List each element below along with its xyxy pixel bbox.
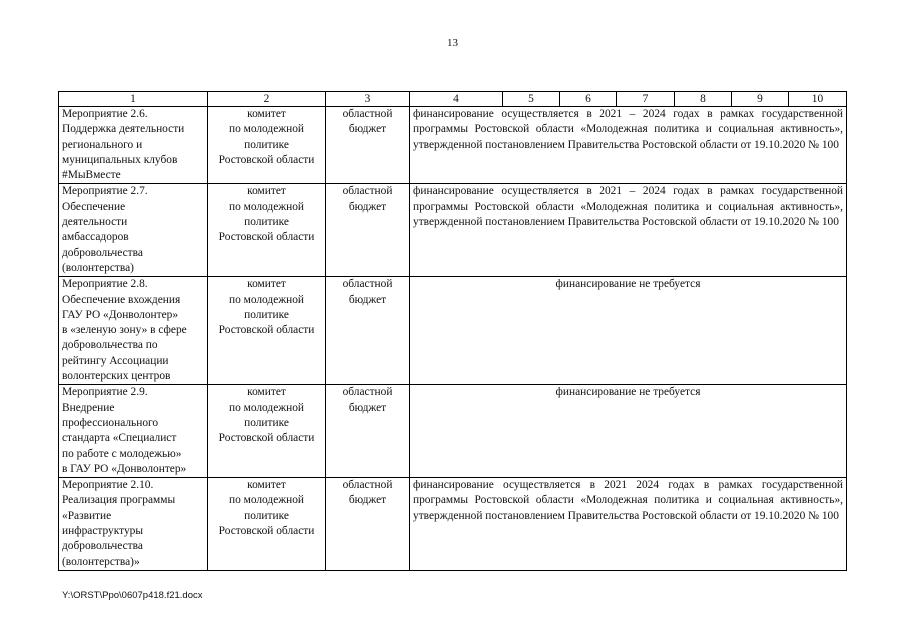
event-line: Мероприятие 2.7. (62, 185, 148, 198)
event-line: ГАУ РО «Донволонтер» (62, 308, 179, 321)
event-line: добровольчества (62, 246, 143, 259)
executor-line: Ростовской области (218, 525, 315, 538)
column-number: 1 (59, 92, 208, 107)
column-number: 3 (326, 92, 410, 107)
event-line: Обеспечение вхождения (62, 293, 181, 306)
column-number: 9 (732, 92, 789, 107)
event-line: рейтингу Ассоциации (62, 354, 169, 367)
event-line: амбассадоров (62, 231, 129, 244)
executor-line: Ростовской области (218, 153, 315, 166)
event-line: #МыВместе (62, 169, 121, 182)
financing-cell: финансирование не требуется (410, 277, 847, 385)
executor-cell (208, 277, 326, 385)
executor-line: по молодежной (228, 401, 305, 414)
column-number: 2 (208, 92, 326, 107)
source-line: областной (342, 386, 393, 399)
financing-cell: финансирование не требуется (410, 385, 847, 478)
column-number: 4 (410, 92, 503, 107)
executor-line: по молодежной (228, 200, 305, 213)
source-line: областной (342, 278, 393, 291)
table-row (59, 478, 847, 571)
event-line: в «зеленую зону» в сфере (62, 324, 187, 337)
event-line: в ГАУ РО «Донволонтер» (62, 462, 187, 475)
financing-cell: финансирование осуществляется в 2021 2024 годах в рамках государственной программы Ростовской области «Молодежная политика и социальная активность», утвержденной постановлением Правительства Ростовской области от 19.10.2020 № 100 (410, 478, 847, 571)
event-line: Мероприятие 2.6. (62, 108, 148, 120)
column-number: 8 (675, 92, 732, 107)
table-row (59, 385, 847, 478)
executor-line: Ростовской области (218, 231, 315, 244)
event-cell (59, 107, 208, 184)
executor-line: политике (244, 308, 289, 321)
event-cell (59, 184, 208, 277)
column-number: 7 (617, 92, 675, 107)
financing-cell: финансирование осуществляется в 2021 – 2024 годах в рамках государственной программы Ростовской области «Молодежная политика и социальная активность», утвержденной постановлением Правительства Ростовской области от 19.10.2020 № 100 (410, 107, 847, 184)
source-cell (326, 478, 410, 571)
event-line: деятельности (62, 216, 128, 229)
table-row (59, 107, 847, 184)
event-line: по работе с молодежью» (62, 447, 182, 460)
event-line: регионального и (62, 138, 143, 151)
event-line: Внедрение (62, 401, 115, 414)
event-line: муниципальных клубов (62, 153, 178, 166)
event-line: добровольчества по (62, 339, 158, 352)
executor-line: по молодежной (228, 293, 305, 306)
event-line: Обеспечение (62, 200, 126, 213)
executor-line: политике (244, 416, 289, 429)
source-line: бюджет (348, 123, 387, 136)
event-cell (59, 277, 208, 385)
event-line: добровольчества (62, 540, 143, 553)
source-cell (326, 184, 410, 277)
table-row (59, 277, 847, 385)
executor-cell (208, 385, 326, 478)
column-number-row (59, 92, 847, 107)
event-cell (59, 385, 208, 478)
executor-line: политике (244, 509, 289, 522)
event-line: Мероприятие 2.9. (62, 386, 148, 399)
source-line: бюджет (348, 200, 387, 213)
event-line: «Развитие (62, 509, 112, 522)
event-line: инфраструктуры (62, 525, 143, 538)
source-cell (326, 277, 410, 385)
event-line: стандарта «Специалист (62, 432, 177, 445)
source-line: областной (342, 108, 393, 120)
source-line: бюджет (348, 401, 387, 414)
column-number: 6 (560, 92, 617, 107)
source-cell (326, 107, 410, 184)
source-line: бюджет (348, 293, 387, 306)
executor-cell (208, 478, 326, 571)
executor-line: политике (244, 216, 289, 229)
executor-line: Ростовской области (218, 432, 315, 445)
file-path-footer: Y:\ORST\Ppo\0607p418.f21.docx (62, 590, 203, 601)
executor-cell (208, 184, 326, 277)
column-number: 10 (789, 92, 847, 107)
executor-line: Ростовской области (218, 324, 315, 337)
event-line: профессионального (62, 416, 159, 429)
source-line: бюджет (348, 494, 387, 507)
page-number: 13 (447, 37, 458, 49)
source-line: областной (342, 479, 393, 492)
executor-line: политике (244, 138, 289, 151)
executor-line: комитет (247, 185, 286, 198)
executor-line: комитет (247, 479, 286, 492)
event-line: (волонтерства)» (62, 555, 140, 568)
financing-cell: финансирование осуществляется в 2021 – 2024 годах в рамках государственной программы Ростовской области «Молодежная политика и социальная активность», утвержденной постановлением Правительства Ростовской области от 19.10.2020 № 100 (410, 184, 847, 277)
event-line: Мероприятие 2.10. (62, 479, 154, 492)
event-line: (волонтерства) (62, 261, 134, 274)
table-row (59, 184, 847, 277)
event-line: Поддержка деятельности (62, 123, 185, 136)
executor-line: комитет (247, 108, 286, 120)
event-line: Реализация программы (62, 494, 176, 507)
source-line: областной (342, 185, 393, 198)
column-number: 5 (503, 92, 560, 107)
event-line: Мероприятие 2.8. (62, 278, 148, 291)
executor-cell (208, 107, 326, 184)
executor-line: комитет (247, 386, 286, 399)
financing-table (58, 91, 847, 571)
event-cell (59, 478, 208, 571)
event-line: волонтерских центров (62, 370, 171, 383)
executor-line: по молодежной (228, 494, 305, 507)
executor-line: комитет (247, 278, 286, 291)
executor-line: по молодежной (228, 123, 305, 136)
source-cell (326, 385, 410, 478)
